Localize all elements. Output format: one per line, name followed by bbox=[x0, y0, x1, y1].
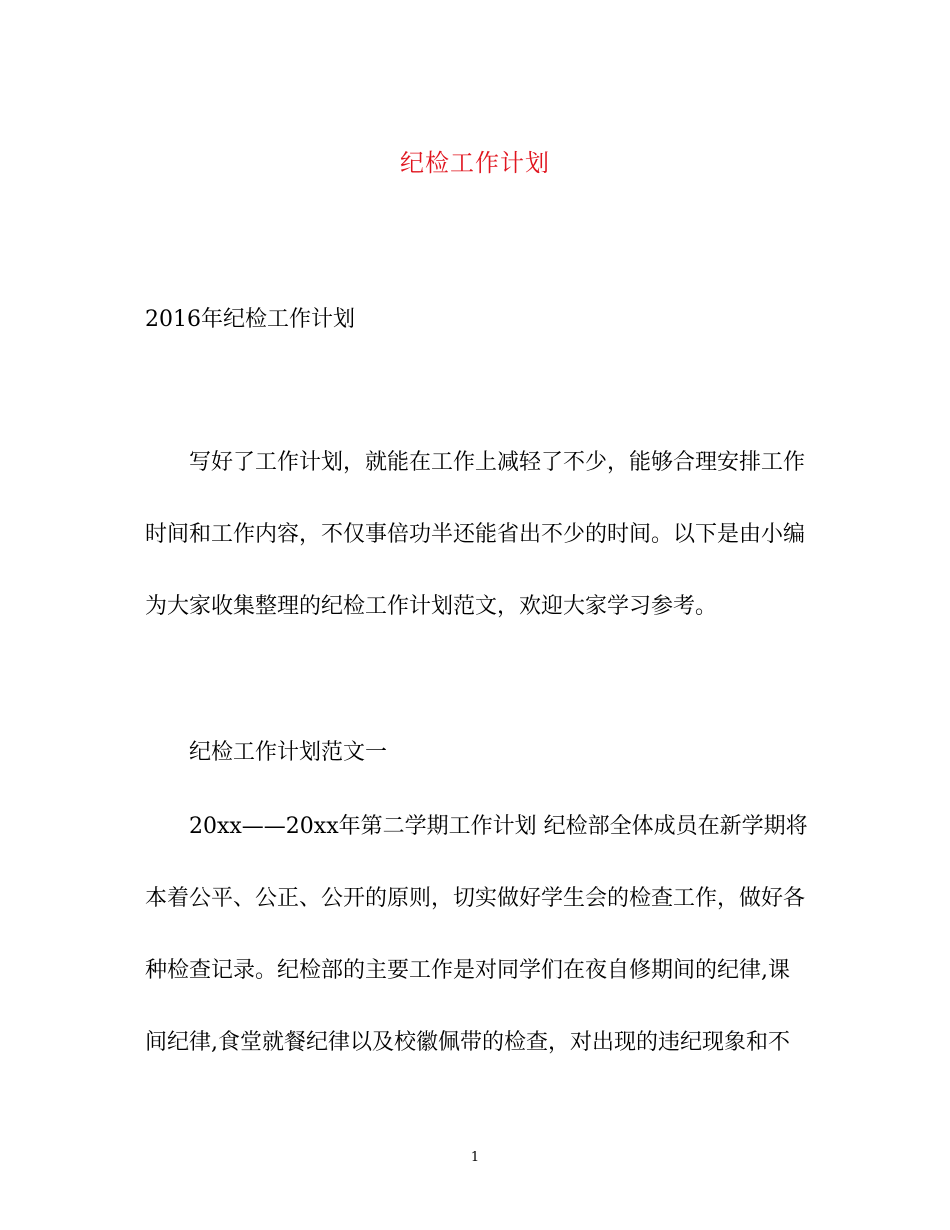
intro-line-1: 写好了工作计划，就能在工作上减轻了不少，能够合理安排工作 bbox=[189, 450, 806, 475]
body-line-3: 种检查记录。纪检部的主要工作是对同学们在夜自修期间的纪律,课 bbox=[145, 958, 790, 983]
body-line-4: 间纪律,食堂就餐纪律以及校徽佩带的检查，对出现的违纪现象和不 bbox=[145, 1030, 790, 1055]
page-number: 1 bbox=[470, 1150, 480, 1165]
intro-line-2: 时间和工作内容，不仅事倍功半还能省出不少的时间。以下是由小编 bbox=[145, 522, 806, 547]
intro-line-3: 为大家收集整理的纪检工作计划范文，欢迎大家学习参考。 bbox=[145, 594, 718, 619]
section-heading: 纪检工作计划范文一 bbox=[189, 740, 388, 765]
body-line-1: 20xx——20xx年第二学期工作计划 纪检部全体成员在新学期将 bbox=[189, 814, 808, 839]
document-title: 纪检工作计划 bbox=[400, 149, 550, 177]
body-line-2: 本着公平、公正、公开的原则，切实做好学生会的检查工作，做好各 bbox=[145, 886, 806, 911]
document-subtitle: 2016年纪检工作计划 bbox=[145, 307, 355, 332]
